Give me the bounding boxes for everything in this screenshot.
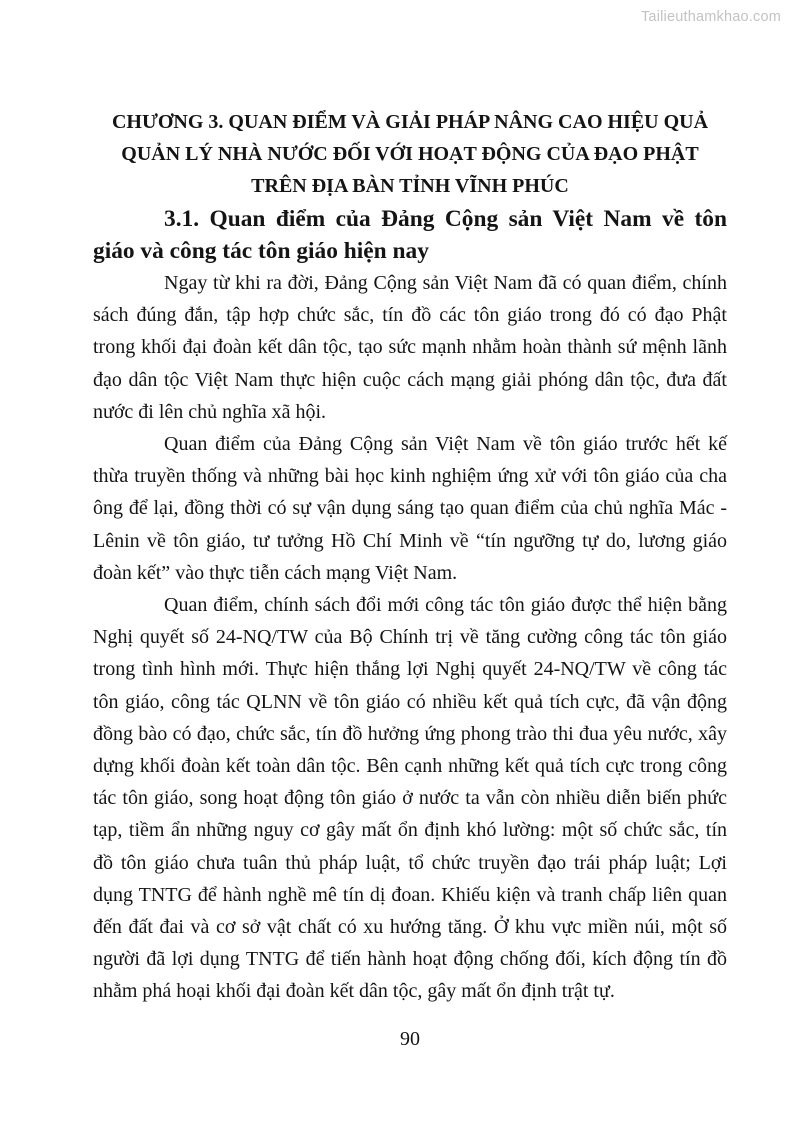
section-heading: 3.1. Quan điểm của Đảng Cộng sản Việt Nam về tôn giáo và công tác tôn giáo hiện nay — [93, 205, 727, 264]
chapter-title — [93, 106, 727, 203]
body-paragraph: Quan điểm của Đảng Cộng sản Việt Nam về tôn giáo trước hết kế thừa truyền thống và những bài học kinh nghiệm ứng xử với tôn giáo của cha ông để lại, đồng thời có sự vận dụng sáng tạo quan điểm của chủ nghĩa Mác - Lênin về tôn giáo, tư tưởng Hồ Chí Minh về “tín ngưỡng tự do, lương giáo đoàn kết” vào thực tiễn cách mạng Việt Nam. — [93, 433, 727, 584]
body-paragraph: Ngay từ khi ra đời, Đảng Cộng sản Việt Nam đã có quan điểm, chính sách đúng đắn, tập hợp chức sắc, tín đồ các tôn giáo trong đó có đạo Phật trong khối đại đoàn kết dân tộc, tạo sức mạnh nhằm hoàn thành sứ mệnh lãnh đạo dân tộc Việt Nam thực hiện cuộc cách mạng giải phóng dân tộc, đưa đất nước đi lên chủ nghĩa xã hội. — [93, 272, 727, 423]
page-number: 90 — [400, 1028, 420, 1050]
site-watermark: Tailieuthamkhao.com — [640, 9, 781, 25]
body-paragraph: Quan điểm, chính sách đổi mới công tác tôn giáo được thể hiện bằng Nghị quyết số 24-NQ/TW của Bộ Chính trị về tăng cường công tác tôn giáo trong tình hình mới. Thực hiện thắng lợi Nghị quyết 24-NQ/TW về công tác tôn giáo, công tác QLNN về tôn giáo có nhiều kết quả tích cực, đã vận động đồng bào có đạo, chức sắc, tín đồ hưởng ứng phong trào thi đua yêu nước, xây dựng khối đoàn kết toàn dân tộc. Bên cạnh những kết quả tích cực trong công tác tôn giáo, song hoạt động tôn giáo ở nước ta vẫn còn nhiều diễn biến phức tạp, tiềm ẩn những nguy cơ gây mất ổn định khó lường: một số chức sắc, tín đồ tôn giáo chưa tuân thủ pháp luật, tổ chức truyền đạo trái pháp luật; Lợi dụng TNTG để hành nghề mê tín dị đoan. Khiếu kiện và tranh chấp liên quan đến đất đai và cơ sở vật chất có xu hướng tăng. Ở khu vực miền núi, một số người đã lợi dụng TNTG để tiến hành hoạt động chống đối, kích động tín đồ nhằm phá hoại khối đại đoàn kết dân tộc, gây mất ổn định trật tự. — [93, 594, 727, 1003]
chapter-title-line: CHƯƠNG 3. QUAN ĐIỂM VÀ GIẢI PHÁP NÂNG CAO HIỆU QUẢ — [111, 111, 709, 133]
chapter-title-line: TRÊN ĐỊA BÀN TỈNH VĨNH PHÚC — [251, 175, 569, 198]
chapter-title-line: QUẢN LÝ NHÀ NƯỚC ĐỐI VỚI HOẠT ĐỘNG CỦA ĐẠO PHẬT — [121, 143, 699, 166]
page-content — [93, 106, 727, 1008]
